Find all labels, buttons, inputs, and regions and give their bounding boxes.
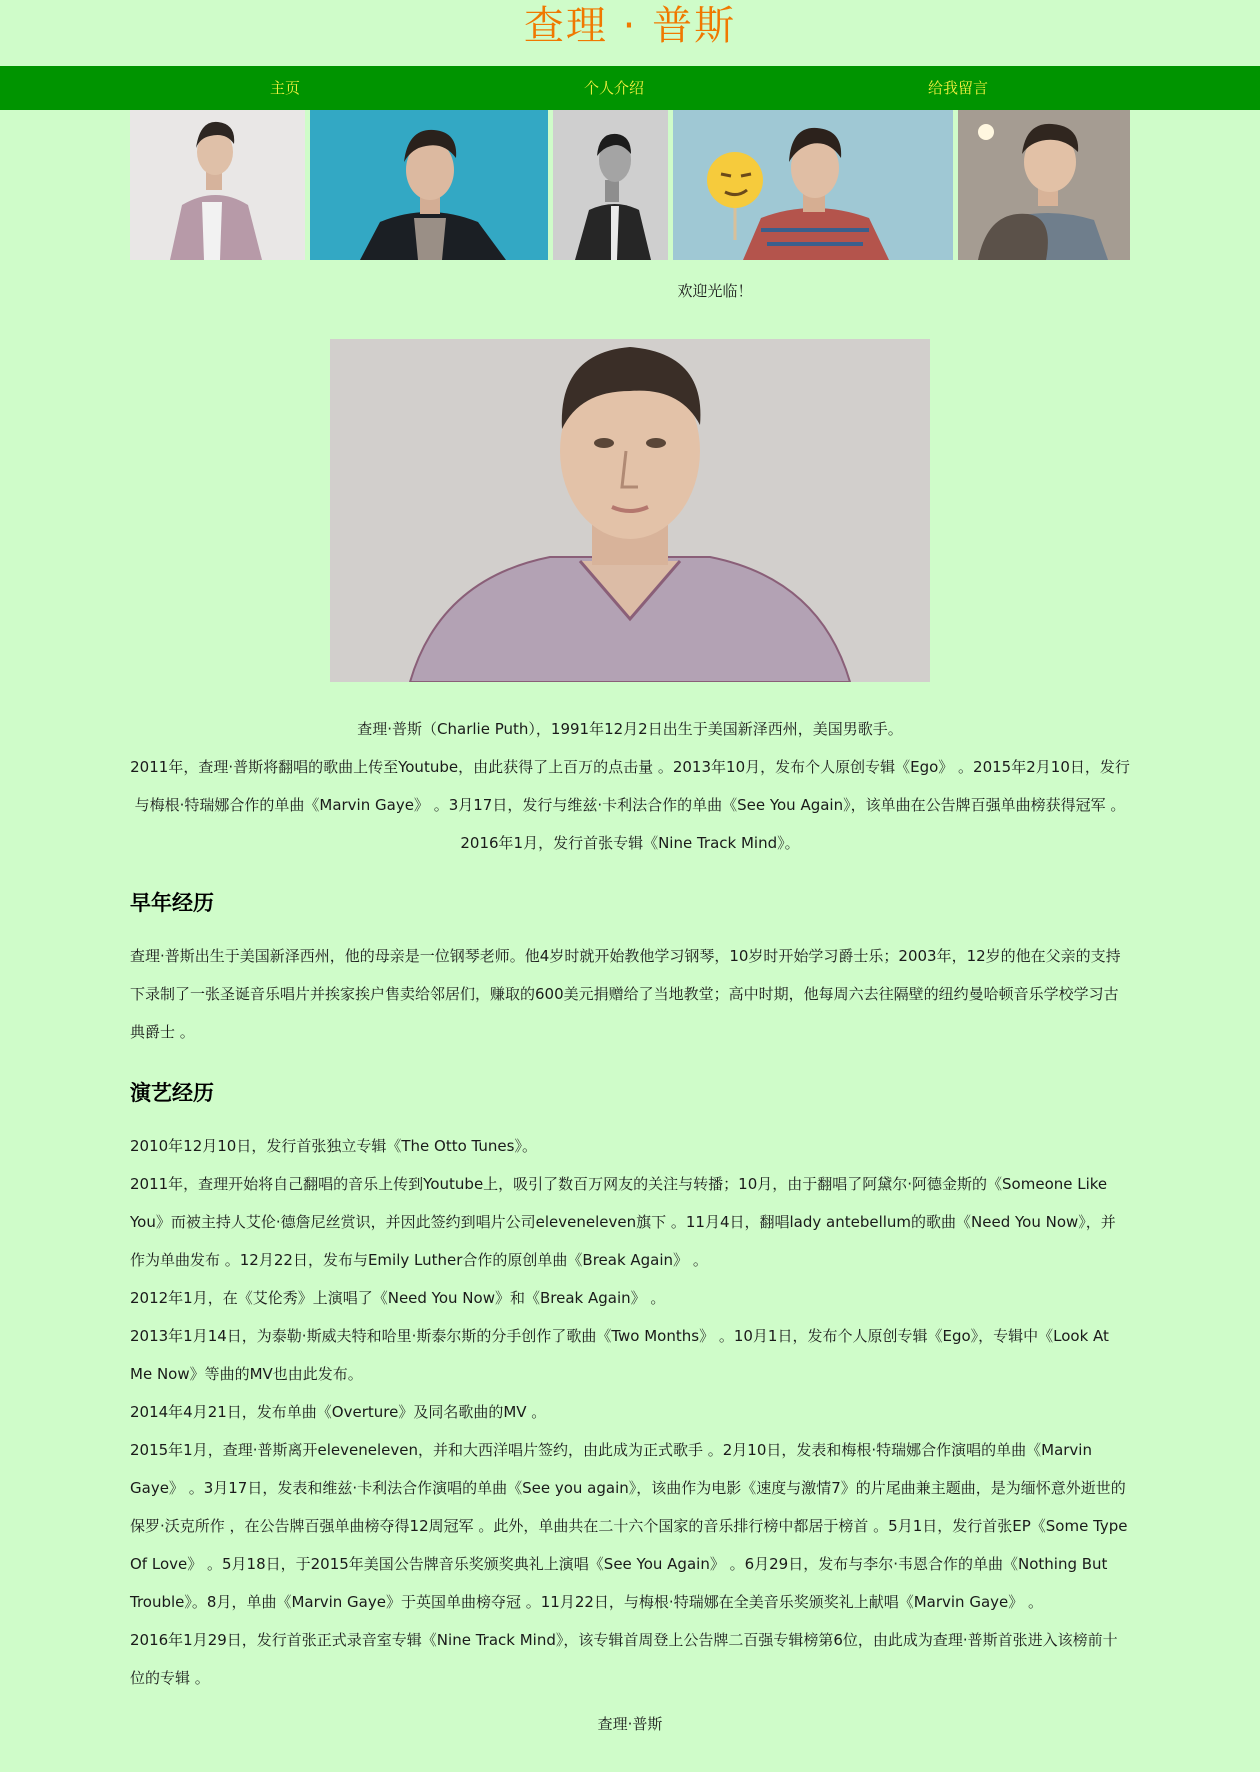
portrait-photo bbox=[330, 339, 930, 682]
photo-gallery bbox=[130, 110, 1130, 260]
gallery-photo-4 bbox=[673, 110, 953, 260]
intro-paragraph: 2011年，查理·普斯将翻唱的歌曲上传至Youtube，由此获得了上百万的点击量 。2013年10月，发布个人原创专辑《Ego》 。2015年2月10日，发行与梅根·特瑞娜合作的单曲《Marvin Gaye》 。3月17日，发行与维兹·卡利法合作的单曲《See You Again》，该单曲在公告牌百强单曲榜获得冠军 。2016年1月，发行首张专辑《Nine Track Mind》。 bbox=[130, 758, 1130, 852]
career-paragraph: 2012年1月，在《艾伦秀》上演唱了《Need You Now》和《Break Again》 。 bbox=[130, 1289, 666, 1307]
nav-item-home[interactable]: 主页 bbox=[269, 79, 301, 97]
intro-section bbox=[130, 710, 1130, 862]
early-life-heading: 早年经历 bbox=[130, 891, 214, 915]
welcome-message: 欢迎光临！ bbox=[677, 282, 753, 300]
footer-text: 查理·普斯 bbox=[597, 1715, 663, 1733]
gallery-photo-2 bbox=[310, 110, 548, 260]
gallery-photo-3 bbox=[553, 110, 668, 260]
early-life-paragraph: 查理·普斯出生于美国新泽西州，他的母亲是一位钢琴老师。他4岁时就开始教他学习钢琴，10岁时开始学习爵士乐；2003年，12岁的他在父亲的支持下录制了一张圣诞音乐唱片并挨家挨户售卖给邻居们，赚取的600美元捐赠给了当地教堂；高中时期，他每周六去往隔壁的纽约曼哈顿音乐学校学习古典爵士 。 bbox=[130, 947, 1121, 1041]
nav-item-message[interactable]: 给我留言 bbox=[927, 79, 989, 97]
intro-paragraph: 查理·普斯（Charlie Puth），1991年12月2日出生于美国新泽西州，美国男歌手。 bbox=[357, 720, 903, 738]
career-heading: 演艺经历 bbox=[130, 1081, 214, 1105]
career-paragraph: 2011年，查理开始将自己翻唱的音乐上传到Youtube上，吸引了数百万网友的关注与转播；10月，由于翻唱了阿黛尔·阿德金斯的《Someone Like You》而被主持人艾伦·德詹尼丝赏识，并因此签约到唱片公司eleveneleven旗下 。11月4日，翻唱lady antebellum的歌曲《Need You Now》，并作为单曲发布 。12月22日，发布与Emily Luther合作的原创单曲《Break Again》 。 bbox=[130, 1175, 1116, 1269]
early-life-text bbox=[130, 937, 1130, 1051]
career-paragraph: 2013年1月14日，为泰勒·斯威夫特和哈里·斯泰尔斯的分手创作了歌曲《Two Months》 。10月1日，发布个人原创专辑《Ego》，专辑中《Look At Me Now》等曲的MV也由此发布。 bbox=[130, 1327, 1109, 1383]
site-title: 查理 · 普斯 bbox=[523, 3, 737, 49]
career-paragraph: 2016年1月29日，发行首张正式录音室专辑《Nine Track Mind》，该专辑首周登上公告牌二百强专辑榜第6位，由此成为查理·普斯首张进入该榜前十位的专辑 。 bbox=[130, 1631, 1118, 1687]
career-paragraph: 2014年4月21日，发布单曲《Overture》及同名歌曲的MV 。 bbox=[130, 1403, 547, 1421]
career-paragraph: 2015年1月，查理·普斯离开eleveneleven，并和大西洋唱片签约，由此成为正式歌手 。2月10日，发表和梅根·特瑞娜合作演唱的单曲《Marvin Gaye》 。3月17日，发表和维兹·卡利法合作演唱的单曲《See you again》，该曲作为电影《速度与激情7》的片尾曲兼主题曲，是为缅怀意外逝世的保罗·沃克所作 ，在公告牌百强单曲榜夺得12周冠军 。此外，单曲共在二十六个国家的音乐排行榜中都居于榜首 。5月1日，发行首张EP《Some Type Of Love》 。5月18日，于2015年美国公告牌音乐奖颁奖典礼上演唱《See You Again》 。6月29日，发布与李尔·韦恩合作的单曲《Nothing But Trouble》。8月，单曲《Marvin Gaye》于英国单曲榜夺冠 。11月22日，与梅根·特瑞娜在全美音乐奖颁奖礼上献唱《Marvin Gaye》 。 bbox=[130, 1441, 1128, 1611]
career-text bbox=[130, 1127, 1130, 1697]
gallery-photo-5 bbox=[958, 110, 1130, 260]
main-nav bbox=[0, 66, 1260, 110]
gallery-photo-1 bbox=[130, 110, 305, 260]
career-paragraph: 2010年12月10日，发行首张独立专辑《The Otto Tunes》。 bbox=[130, 1137, 537, 1155]
nav-item-about[interactable]: 个人介绍 bbox=[583, 79, 645, 97]
